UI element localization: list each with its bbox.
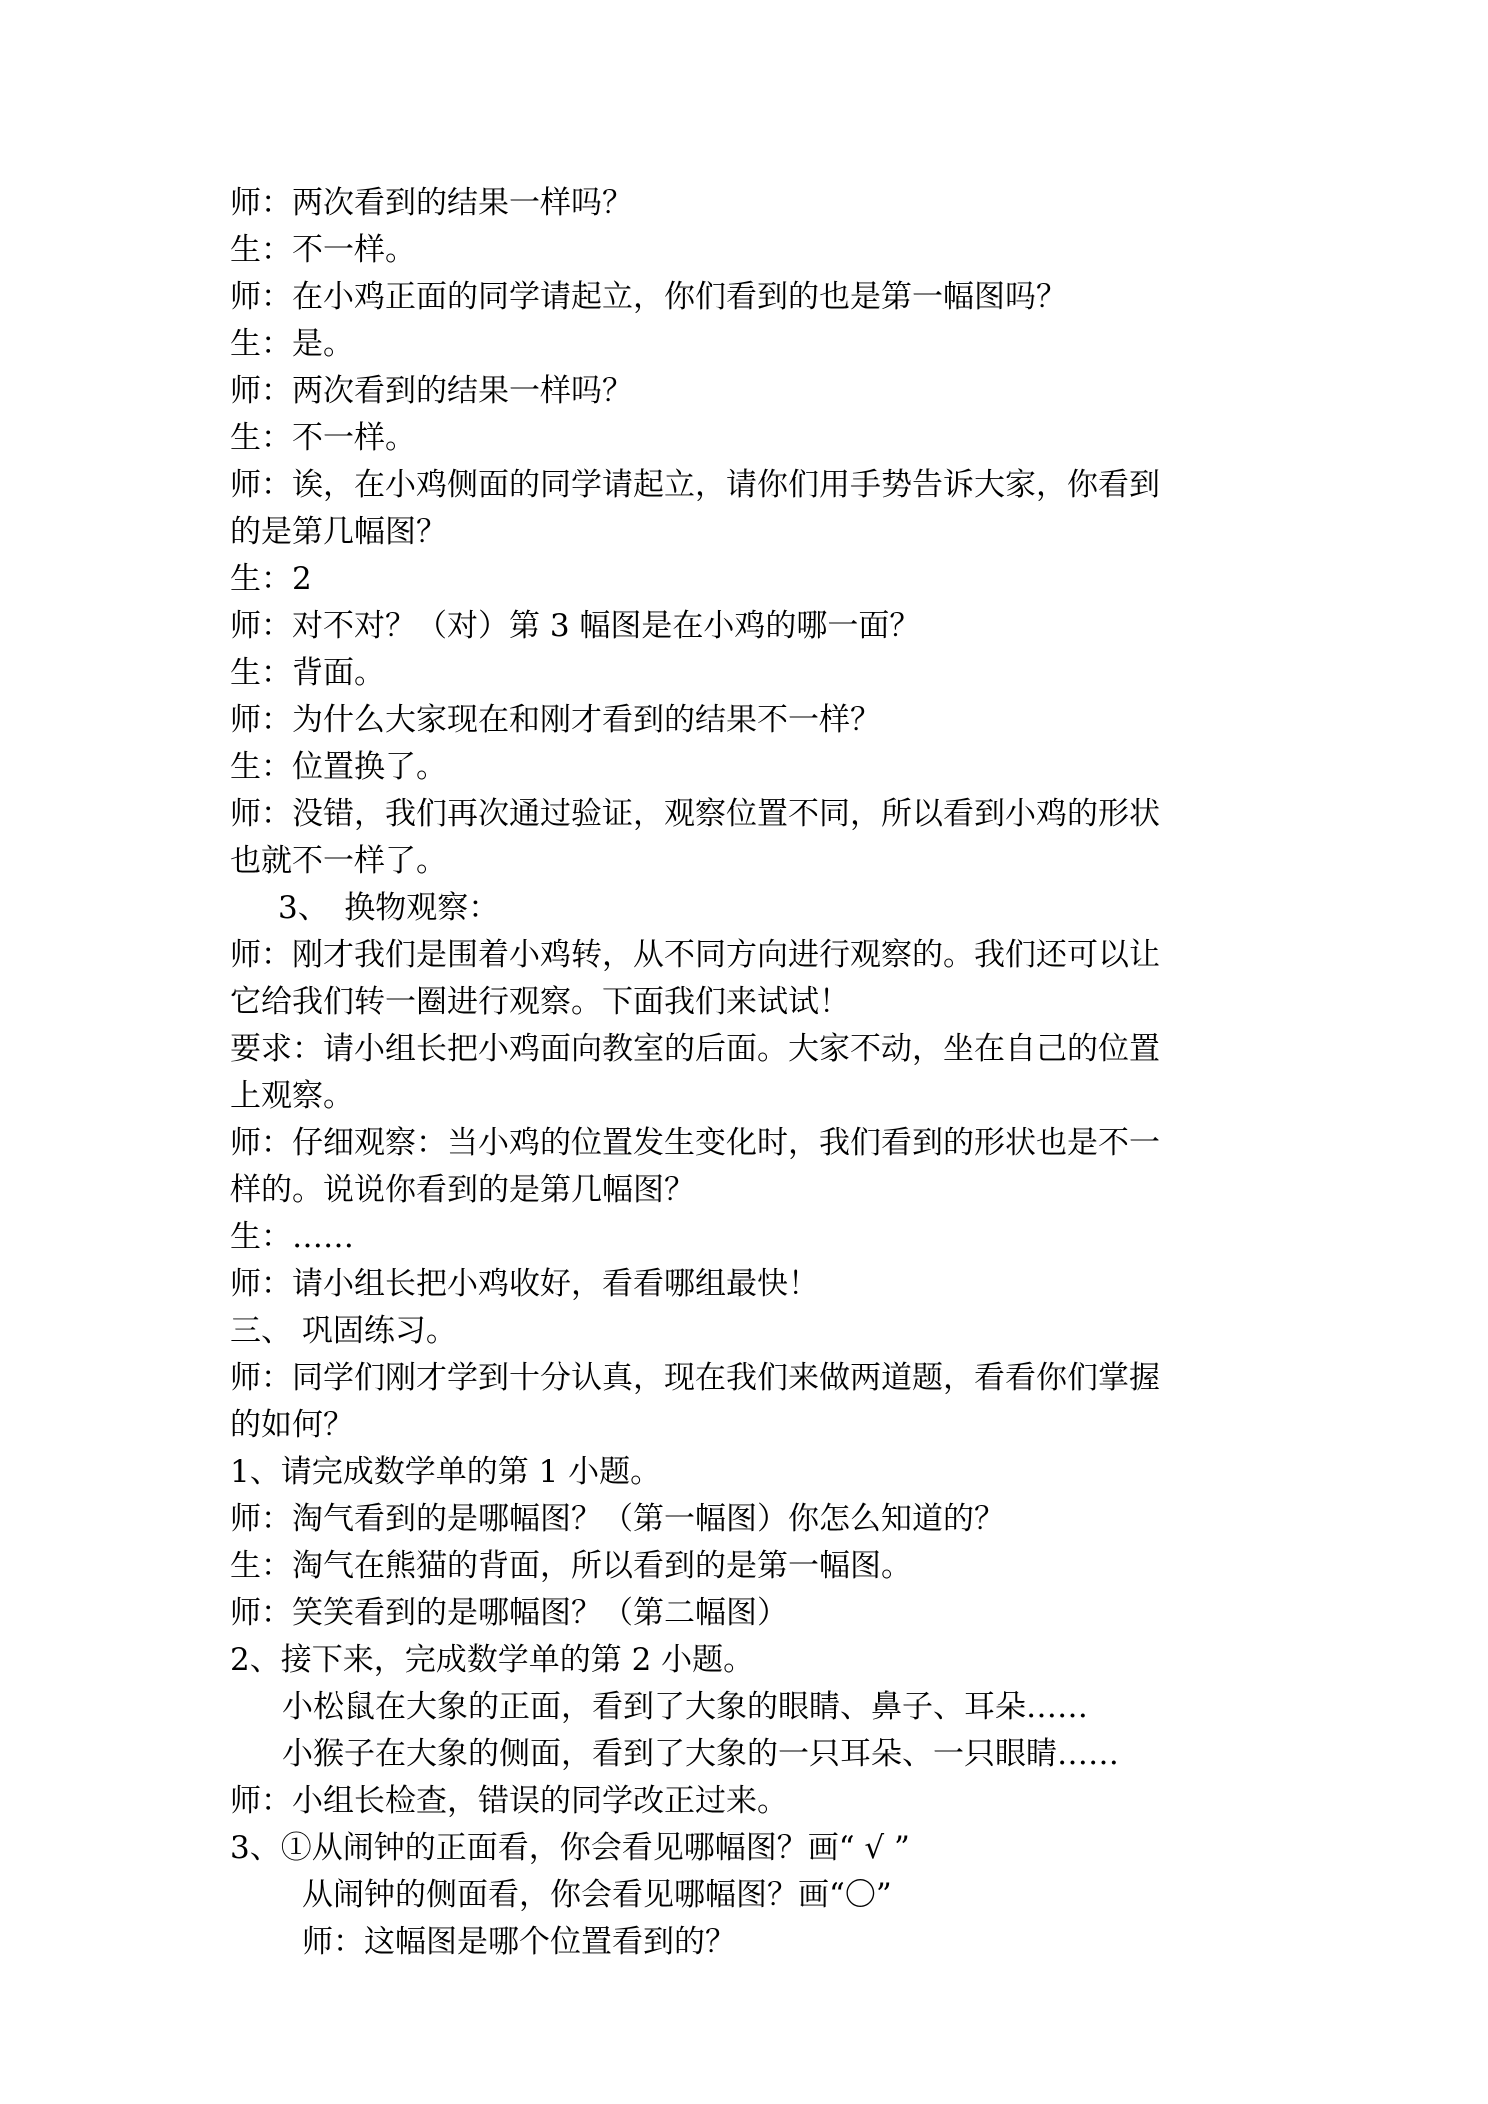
text-line: 师：刚才我们是围着小鸡转，从不同方向进行观察的。我们还可以让 [230,937,1160,973]
section-heading: 3、 换物观察： [278,890,500,926]
text-line: 师：这幅图是哪个位置看到的？ [302,1924,736,1960]
text-line: 师：同学们刚才学到十分认真，现在我们来做两道题，看看你们掌握 [230,1360,1160,1396]
text-line: 师：没错，我们再次通过验证，观察位置不同，所以看到小鸡的形状 [230,796,1160,832]
text-line: 小猴子在大象的侧面，看到了大象的一只耳朵、一只眼睛…… [282,1736,1119,1772]
text-line: 生：淘气在熊猫的背面，所以看到的是第一幅图。 [230,1548,912,1584]
text-line: 也就不一样了。 [230,843,447,879]
text-line: 2、接下来，完成数学单的第 2 小题。 [230,1642,755,1678]
text-line: 师：笑笑看到的是哪幅图？（第二幅图） [230,1595,788,1631]
document-body [230,180,1280,1966]
text-line: 师：两次看到的结果一样吗？ [230,185,633,221]
text-line: 1、请完成数学单的第 1 小题。 [230,1454,662,1490]
text-line: 师：淘气看到的是哪幅图？（第一幅图）你怎么知道的？ [230,1501,1005,1537]
text-line: 生：不一样。 [230,420,416,456]
text-line: 生：位置换了。 [230,749,447,785]
text-line: 生：背面。 [230,655,385,691]
text-line: 师：诶，在小鸡侧面的同学请起立，请你们用手势告诉大家，你看到 [230,467,1160,503]
text-line: 师：两次看到的结果一样吗？ [230,373,633,409]
text-line: 生：…… [230,1219,354,1255]
text-line: 它给我们转一圈进行观察。下面我们来试试！ [230,984,850,1020]
text-line: 3、①从闹钟的正面看，你会看见哪幅图？画“ √ ” [230,1830,910,1866]
text-line: 师：小组长检查，错误的同学改正过来。 [230,1783,788,1819]
text-line: 从闹钟的侧面看，你会看见哪幅图？画“〇” [302,1877,892,1913]
text-line: 生：不一样。 [230,232,416,268]
text-line: 师：仔细观察：当小鸡的位置发生变化时，我们看到的形状也是不一 [230,1125,1160,1161]
text-line: 要求：请小组长把小鸡面向教室的后面。大家不动，坐在自己的位置 [230,1031,1160,1067]
section-heading: 三、 巩固练习。 [230,1313,457,1349]
text-line: 师：为什么大家现在和刚才看到的结果不一样？ [230,702,881,738]
text-line: 师：在小鸡正面的同学请起立，你们看到的也是第一幅图吗？ [230,279,1067,315]
text-line: 的如何？ [230,1407,354,1443]
text-line: 生：2 [230,561,312,597]
text-line: 师：请小组长把小鸡收好，看看哪组最快！ [230,1266,819,1302]
text-line: 小松鼠在大象的正面，看到了大象的眼睛、鼻子、耳朵…… [282,1689,1088,1725]
text-line: 上观察。 [230,1078,354,1114]
text-line: 的是第几幅图？ [230,514,447,550]
text-line: 样的。说说你看到的是第几幅图？ [230,1172,695,1208]
text-line: 生：是。 [230,326,354,362]
text-line: 师：对不对？（对）第 3 幅图是在小鸡的哪一面？ [230,608,921,644]
